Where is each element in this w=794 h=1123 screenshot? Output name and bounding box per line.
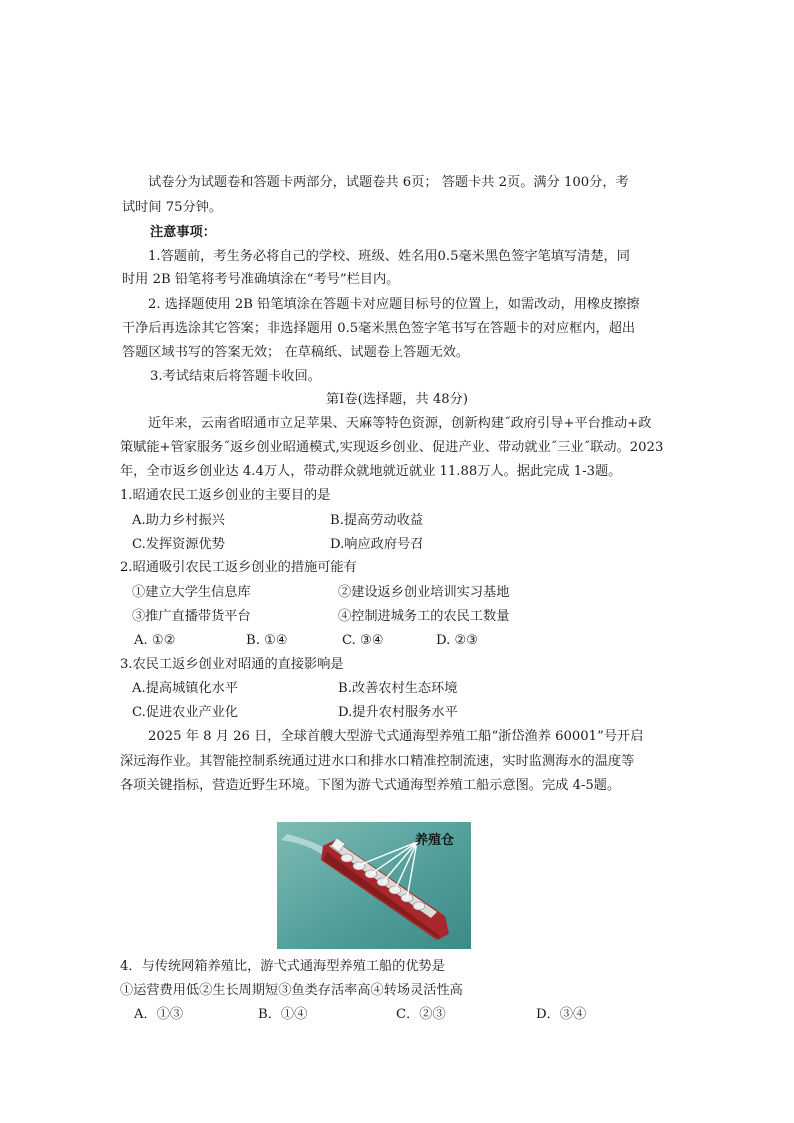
q1-stem: 1.昭通农民工返乡创业的主要目的是: [120, 488, 331, 503]
q3-option-a: A.提高城镇化水平: [132, 681, 239, 696]
passage-1-line-2: 策赋能+管家服务˝返乡创业昭通模式,实现返乡创业、促进产业、带动就业˝三业˝联动。2023: [120, 440, 664, 455]
q3-option-d: D.提升农村服务水平: [338, 705, 458, 720]
note-1-line-2: 时用 2B 铅笔将考号准确填涂在“考号”栏目内。: [122, 272, 400, 287]
passage-2-line-2: 深远海作业。其智能控制系统通过进水口和排水口精准控制流速，实时监测海水的温度等: [120, 754, 635, 769]
q4-option-c: C．②③: [396, 1007, 446, 1022]
note-2-line-1: 2. 选择题使用 2B 铅笔填涂在答题卡对应题目标号的位置上，如需改动，用橡皮擦擦: [148, 297, 640, 312]
q2-statement-4: ④控制进城务工的农民工数量: [338, 609, 510, 624]
note-3: 3.考试结束后将答题卡收回。: [150, 369, 321, 384]
q4-option-a: A．①③: [134, 1007, 184, 1022]
q2-statement-3: ③推广直播带货平台: [132, 609, 251, 624]
section-title: 第Ⅰ卷(选择题，共 48分): [326, 392, 468, 407]
q4-option-b: B．①④: [258, 1007, 308, 1022]
passage-1-line-3: 年，全市返乡创业达 4.4万人，带动群众就地就近就业 11.88万人。据此完成 1-3题。: [120, 464, 622, 479]
passage-1-line-1: 近年来，云南省昭通市立足苹果、天麻等特色资源，创新构建˝政府引导+平台推动+政: [148, 416, 652, 431]
q3-option-b: B.改善农村生态环境: [338, 681, 458, 696]
passage-2-line-1: 2025 年 8 月 26 日，全球首艘大型游弋式通海型养殖工船“浙岱渔养 60001”号开启: [148, 729, 644, 744]
intro-line-2: 试时间 75分钟。: [122, 200, 223, 215]
tank-label: 养殖仓: [415, 833, 455, 848]
q1-option-b: B.提高劳动收益: [330, 513, 424, 528]
q1-option-c: C.发挥资源优势: [132, 537, 225, 552]
q2-statement-2: ②建设返乡创业培训实习基地: [338, 585, 510, 600]
q3-stem: 3.农民工返乡创业对昭通的直接影响是: [120, 657, 344, 672]
note-2-line-3: 答题区域书写的答案无效； 在草稿纸、试题卷上答题无效。: [122, 345, 470, 360]
q1-option-d: D.响应政府号召: [330, 537, 424, 552]
q2-option-c: C. ③④: [342, 633, 384, 648]
ship-figure: [277, 822, 471, 949]
q2-statement-1: ①建立大学生信息库: [132, 585, 251, 600]
note-1-line-1: 1.答题前，考生务必将自己的学校、班级、姓名用0.5毫米黑色签字笔填写清楚，同: [148, 249, 630, 264]
intro-line-1: 试卷分为试题卷和答题卡两部分，试题卷共 6页； 答题卡共 2页。满分 100分，考: [148, 175, 629, 190]
q2-option-b: B. ①④: [246, 633, 288, 648]
passage-2-line-3: 各项关键指标，营造近野生环境。下图为游弋式通海型养殖工船示意图。完成 4-5题。: [120, 778, 621, 793]
q2-option-a: A. ①②: [134, 633, 176, 648]
q2-option-d: D. ②③: [436, 633, 479, 648]
q4-option-d: D．③④: [536, 1007, 587, 1022]
aquaculture-ship-illustration: [277, 822, 471, 949]
q2-stem: 2.昭通吸引农民工返乡创业的措施可能有: [120, 560, 357, 575]
q1-option-a: A.助力乡村振兴: [132, 513, 225, 528]
notes-heading: 注意事项：: [150, 225, 216, 240]
q4-stem: 4．与传统网箱养殖比，游弋式通海型养殖工船的优势是: [120, 959, 445, 974]
q3-option-c: C.促进农业产业化: [132, 705, 239, 720]
q4-statements: ①运营费用低②生长周期短③鱼类存活率高④转场灵活性高: [120, 983, 463, 998]
note-2-line-2: 干净后再选涂其它答案；非选择题用 0.5毫米黑色签字笔书写在答题卡的对应框内，超出: [122, 321, 636, 336]
